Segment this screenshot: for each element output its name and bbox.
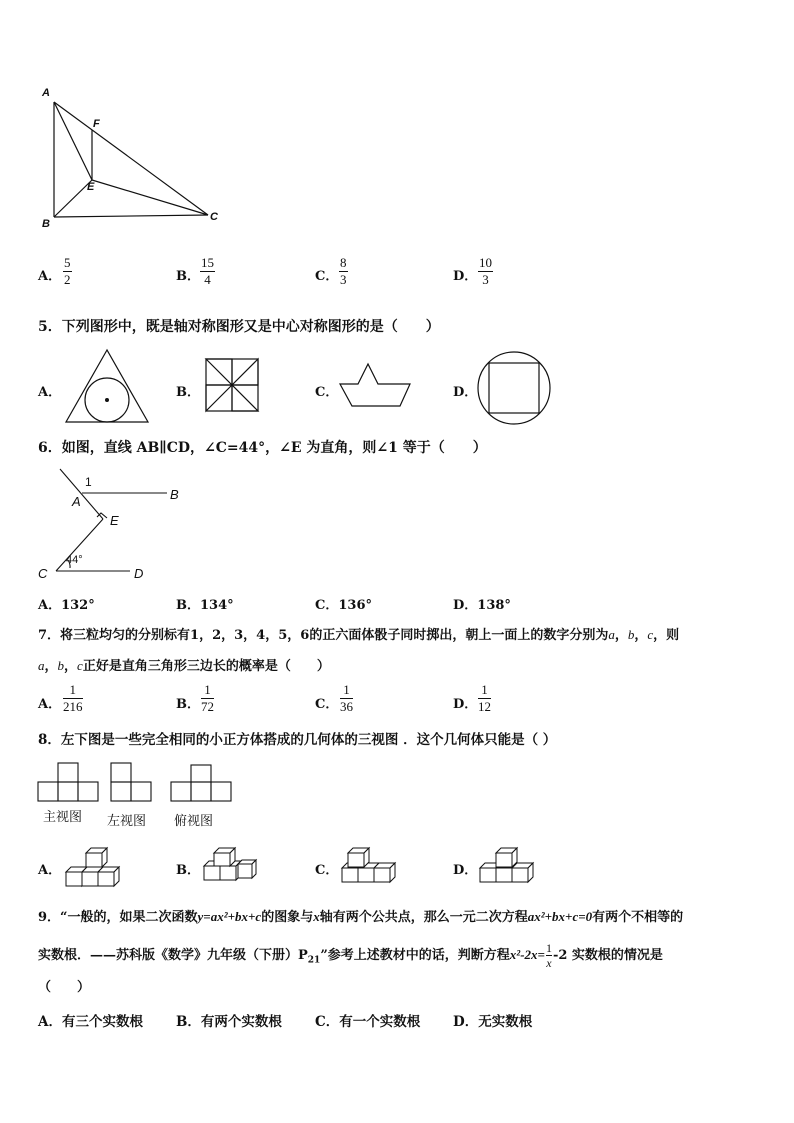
q9-option-a: A．有三个实数根 bbox=[38, 1014, 143, 1030]
q9-option-d: D．无实数根 bbox=[453, 1014, 533, 1030]
q7-line2-text: 正好是直角三角形三边长的概率是（ ） bbox=[82, 659, 330, 674]
q7-line2-var-c: c bbox=[77, 658, 83, 673]
q8-left-view-label: 左视图 bbox=[107, 813, 147, 828]
q9-question-line2 bbox=[38, 941, 663, 970]
q4-option-b-fraction: $\frac{15}{4}$ bbox=[201, 255, 214, 287]
q5-option-a-letter: A． bbox=[38, 385, 62, 400]
q8-option-c-letter: C． bbox=[315, 863, 339, 878]
q7-option-c-letter: C． bbox=[315, 697, 339, 712]
q4-option-b-letter: B． bbox=[176, 269, 200, 284]
q4-point-c: C bbox=[210, 211, 218, 223]
q6-question-text: 6．如图，直线 AB∥CD，∠C=44°，∠E 为直角，则∠1 等于（ ） bbox=[38, 440, 487, 456]
q6-point-d: D bbox=[134, 566, 144, 581]
q6-option-d: D．138° bbox=[453, 598, 511, 613]
q5-option-c-letter: C． bbox=[315, 385, 339, 400]
q9-question-line3: （ ） bbox=[38, 980, 91, 995]
q7-question-line2: a，b，c正好是直角三角形三边长的概率是（ ） bbox=[38, 658, 330, 674]
q6-angle-44-label: 44° bbox=[66, 554, 83, 566]
q6-option-a: A．132° bbox=[38, 598, 95, 613]
q9-function-expression: y=ax²+bx+c bbox=[197, 909, 262, 924]
q7-option-b-letter: B． bbox=[176, 697, 200, 712]
q7-var-c: c bbox=[647, 627, 654, 642]
q9-equation-left: x²-2x= bbox=[509, 947, 545, 962]
q8-question-text: 8．左下图是一些完全相同的小正方体搭成的几何体的三视图 ．这个几何体只能是（ ） bbox=[38, 732, 557, 748]
q7-option-a-letter: A． bbox=[38, 697, 62, 712]
q9-line2-part-b: ”参考上述教材中的话，判断方程 bbox=[320, 948, 510, 963]
q9-page-subscript: 21 bbox=[307, 955, 321, 966]
q4-option-a-letter: A． bbox=[38, 269, 62, 284]
q9-option-c: C．有一个实数根 bbox=[315, 1014, 421, 1030]
q9-question-line1 bbox=[38, 906, 683, 925]
q9-line2-part-a: 实数根．——苏科版《数学》九年级（下册）P bbox=[38, 948, 308, 963]
q4-point-e: E bbox=[87, 181, 95, 193]
q7-option-c-fraction: $\frac{1}{36}$ bbox=[340, 682, 353, 714]
q7-var-a: a bbox=[608, 627, 615, 642]
q7-line2-var-a: a bbox=[38, 658, 45, 673]
q7-var-b: b bbox=[627, 627, 635, 642]
q6-point-b: B bbox=[170, 487, 179, 502]
q7-line1-end: ，则 bbox=[653, 628, 680, 643]
q9-line1-part-c: 轴有两个公共点，那么一元二次方程 bbox=[319, 910, 528, 925]
q4-option-d-fraction: $\frac{10}{3}$ bbox=[479, 255, 492, 287]
q7-question-line1: 7．将三粒均匀的分别标有1，2，3，4，5，6的正六面体骰子同时掷出，朝上一面上的数字分别为a，b，c，则 bbox=[38, 627, 680, 643]
q4-option-d-letter: D． bbox=[453, 269, 478, 284]
q6-option-b: B．134° bbox=[176, 598, 234, 613]
q8-option-a-letter: A． bbox=[38, 863, 62, 878]
q5-option-b-letter: B． bbox=[176, 385, 200, 400]
q6-angle-1-label: 1 bbox=[85, 475, 92, 489]
q8-top-view-label: 俯视图 bbox=[174, 813, 214, 828]
q4-point-a: A bbox=[42, 87, 50, 99]
q9-line1-part-d: 有两个不相等的 bbox=[592, 910, 684, 925]
q6-point-e: E bbox=[110, 513, 119, 528]
q8-option-d-letter: D． bbox=[453, 863, 478, 878]
q9-quadratic-equation: ax²+bx+c=0 bbox=[527, 909, 593, 924]
q7-line1-text: 7．将三粒均匀的分别标有1，2，3，4，5，6的正六面体骰子同时掷出，朝上一面上的数字分别为 bbox=[38, 628, 609, 643]
q7-option-d-fraction: $\frac{1}{12}$ bbox=[478, 682, 491, 714]
q7-line2-var-b: b bbox=[57, 658, 65, 673]
q8-option-b-letter: B． bbox=[176, 863, 200, 878]
q6-point-a: A bbox=[72, 494, 81, 509]
q9-line2-part-c: -2 实数根的情况是 bbox=[552, 948, 663, 963]
q9-line1-part-b: 的图象与 bbox=[261, 910, 314, 925]
q6-point-c: C bbox=[38, 566, 48, 581]
q5-option-d-letter: D． bbox=[453, 385, 478, 400]
q6-option-c: C．136° bbox=[315, 598, 372, 613]
q9-line1-part-a: 9．“一般的，如果二次函数 bbox=[38, 910, 198, 925]
q4-point-b: B bbox=[42, 218, 50, 230]
q8-front-view-label: 主视图 bbox=[43, 809, 83, 824]
q7-option-d-letter: D． bbox=[453, 697, 478, 712]
q7-option-a-fraction: $\frac{1}{216}$ bbox=[63, 682, 83, 714]
q7-option-b-fraction: $\frac{1}{72}$ bbox=[201, 682, 214, 714]
q4-option-a-fraction: $\frac{5}{2}$ bbox=[64, 255, 71, 287]
q4-option-c-fraction: $\frac{8}{3}$ bbox=[340, 255, 347, 287]
q9-x-variable: x bbox=[313, 909, 320, 924]
q4-option-c-letter: C． bbox=[315, 269, 339, 284]
q5-question-text: 5．下列图形中，既是轴对称图形又是中心对称图形的是（ ） bbox=[38, 319, 440, 335]
q4-point-f: F bbox=[93, 118, 100, 130]
q9-option-b: B．有两个实数根 bbox=[176, 1014, 282, 1030]
q9-equation-fraction: $\frac{1}{x}$ bbox=[545, 941, 552, 970]
